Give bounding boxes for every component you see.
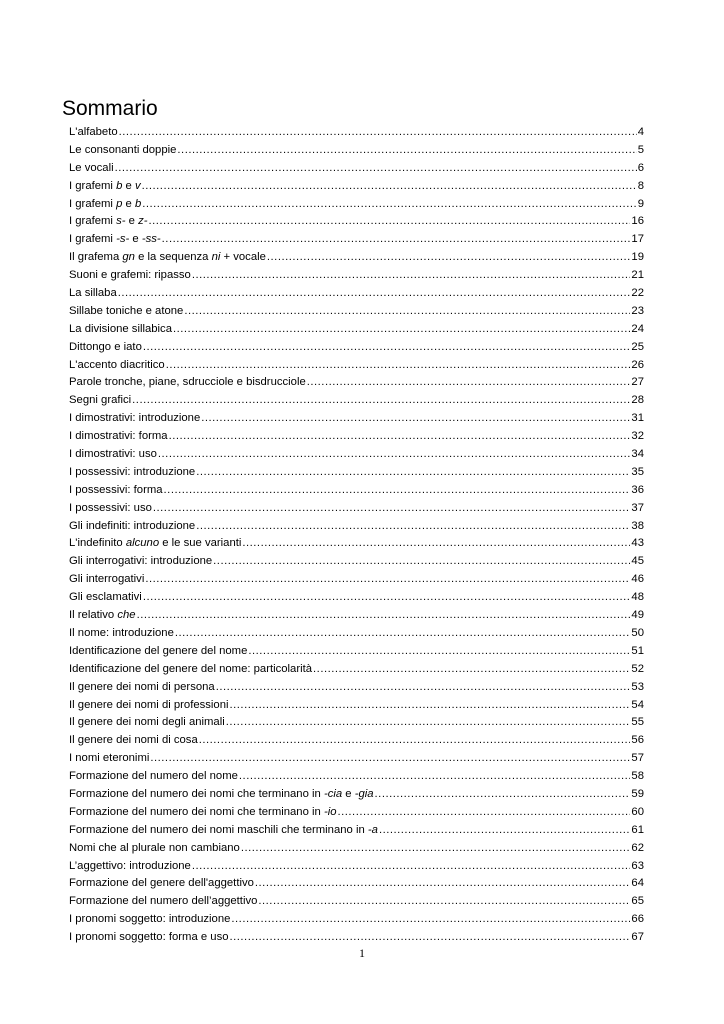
- toc-entry-title: [69, 285, 117, 303]
- toc-entry-title-text: Formazione del numero dei nomi che terminano in: [69, 787, 324, 800]
- toc-entry[interactable]: [69, 482, 644, 500]
- toc-entry-title-text: Il genere dei nomi di professioni: [69, 698, 229, 711]
- toc-dot-leader: [132, 392, 630, 410]
- toc-entry-title-text: La divisione sillabica: [69, 322, 172, 335]
- toc-entry-title: [69, 875, 254, 893]
- toc-entry[interactable]: [69, 840, 644, 858]
- page-number: 1: [359, 946, 365, 960]
- toc-entry[interactable]: [69, 625, 644, 643]
- toc-entry[interactable]: [69, 428, 644, 446]
- toc-entry-title: [69, 321, 172, 339]
- toc-entry-title: [69, 231, 161, 249]
- toc-entry-title: [69, 893, 257, 911]
- toc-entry[interactable]: [69, 768, 644, 786]
- toc-dot-leader: [258, 893, 630, 911]
- toc-dot-leader: [143, 589, 631, 607]
- toc-entry-title: [69, 213, 148, 231]
- toc-entry-title: [69, 124, 118, 142]
- toc-entry-title-text: Nomi che al plurale non cambiano: [69, 841, 240, 854]
- toc-entry-title: [69, 679, 215, 697]
- toc-entry[interactable]: [69, 714, 644, 732]
- toc-entry-title: [69, 822, 378, 840]
- toc-entry[interactable]: [69, 518, 644, 536]
- toc-entry[interactable]: [69, 875, 644, 893]
- toc-entry-title: [69, 464, 195, 482]
- toc-entry-title-text: I dimostrativi: introduzione: [69, 412, 201, 425]
- toc-entry-title-italic: b: [116, 179, 123, 192]
- toc-entry[interactable]: [69, 285, 644, 303]
- toc-entry-title-text: Il genere dei nomi di persona: [69, 680, 215, 693]
- toc-entry-title-text: I dimostrativi: uso: [69, 448, 157, 461]
- toc-entry-title: [69, 535, 241, 553]
- toc-entry-title-text: e: [129, 233, 142, 246]
- toc-entry[interactable]: [69, 661, 644, 679]
- toc-dot-leader: [158, 446, 631, 464]
- toc-entry-title-text: I grafemi: [69, 233, 117, 246]
- toc-entry-title: [69, 786, 374, 804]
- toc-entry-title-italic: s-: [116, 215, 126, 228]
- toc-entry-title: [69, 500, 152, 518]
- toc-entry-title: [69, 142, 176, 160]
- toc-dot-leader: [149, 213, 631, 231]
- toc-entry-page: 9: [637, 197, 644, 210]
- toc-entry-page: 27: [631, 376, 644, 389]
- toc-entry-title-text: Suoni e grafemi: ripasso: [69, 269, 191, 282]
- toc-entry[interactable]: [69, 178, 644, 196]
- toc-entry-title-italic: -io: [323, 805, 337, 818]
- toc-entry-title-text: L'accento diacritico: [69, 358, 165, 371]
- toc-entry[interactable]: [69, 374, 644, 392]
- toc-entry-page: 56: [631, 734, 644, 747]
- toc-entry-page: 62: [631, 841, 644, 854]
- toc-entry-title-text: Il genere dei nomi di cosa: [69, 734, 198, 747]
- toc-dot-leader: [213, 553, 630, 571]
- toc-entry-title: [69, 571, 144, 589]
- toc-entry-title-text: Identificazione del genere del nome: [69, 644, 248, 657]
- toc-entry-title-text: L'indefinito: [69, 537, 126, 550]
- toc-dot-leader: [177, 142, 636, 160]
- toc-dot-leader: [379, 822, 630, 840]
- toc-entry-page: 64: [631, 877, 644, 890]
- toc-entry[interactable]: [69, 410, 644, 428]
- toc-entry-page: 35: [631, 465, 644, 478]
- toc-entry[interactable]: [69, 160, 644, 178]
- toc-entry-title-italic: -a: [367, 823, 378, 836]
- toc-entry-title: [69, 446, 157, 464]
- toc-dot-leader: [196, 518, 630, 536]
- toc-entry-title-text: e: [122, 179, 135, 192]
- toc-dot-leader: [192, 858, 631, 876]
- toc-entry[interactable]: [69, 535, 644, 553]
- toc-dot-leader: [142, 196, 636, 214]
- toc-entry[interactable]: [69, 804, 644, 822]
- toc-entry-title: [69, 482, 163, 500]
- toc-entry-title: [69, 303, 183, 321]
- toc-dot-leader: [162, 231, 631, 249]
- toc-entry-title-text: Il nome: introduzione: [69, 626, 174, 639]
- toc-entry-page: 46: [631, 573, 644, 586]
- toc-entry[interactable]: [69, 321, 644, 339]
- toc-entry-page: 57: [631, 752, 644, 765]
- toc-entry-title: [69, 518, 195, 536]
- toc-dot-leader: [248, 643, 630, 661]
- toc-entry-page: 25: [631, 340, 644, 353]
- toc-entry-title: [69, 732, 198, 750]
- toc-dot-leader: [375, 786, 631, 804]
- toc-entry[interactable]: [69, 553, 644, 571]
- toc-entry-title-italic: -cia: [323, 787, 343, 800]
- toc-dot-leader: [239, 768, 631, 786]
- toc-entry-page: 65: [631, 895, 644, 908]
- toc-entry[interactable]: [69, 231, 644, 249]
- toc-entry[interactable]: [69, 213, 644, 231]
- toc-entry-title-text: I grafemi: [69, 179, 117, 192]
- toc-dot-leader: [338, 804, 631, 822]
- toc-entry-title: [69, 160, 114, 178]
- toc-entry-title-italic: p: [116, 197, 123, 210]
- toc-entry[interactable]: [69, 464, 644, 482]
- toc-entry-page: 22: [631, 287, 644, 300]
- toc-dot-leader: [199, 732, 631, 750]
- toc-entry-page: 45: [631, 555, 644, 568]
- toc-entry[interactable]: [69, 500, 644, 518]
- toc-entry-title-text: Sillabe toniche e atone: [69, 304, 184, 317]
- toc-entry-title: [69, 714, 225, 732]
- toc-entry-title-text: e la sequenza: [134, 251, 212, 264]
- toc-entry-title: [69, 249, 266, 267]
- toc-entry-title: [69, 768, 238, 786]
- toc-entry-title-text: e le sue varianti: [159, 537, 242, 550]
- toc-entry-title: [69, 607, 136, 625]
- toc-dot-leader: [184, 303, 630, 321]
- toc-entry-title: [69, 589, 142, 607]
- toc-entry[interactable]: [69, 196, 644, 214]
- toc-dot-leader: [201, 410, 630, 428]
- toc-entry-title-text: + vocale: [220, 251, 266, 264]
- toc-entry-title-italic: -gia: [354, 787, 374, 800]
- toc-dot-leader: [196, 464, 630, 482]
- toc-entry-title: [69, 804, 337, 822]
- toc-entry[interactable]: [69, 679, 644, 697]
- toc-entry-title: [69, 374, 306, 392]
- toc-entry-title: [69, 392, 131, 410]
- toc-entry-title-text: Gli interrogativi: [69, 573, 145, 586]
- toc-dot-leader: [143, 339, 631, 357]
- toc-entry-page: 49: [631, 609, 644, 622]
- toc-entry-page: 50: [631, 626, 644, 639]
- toc-entry-page: 31: [631, 412, 644, 425]
- toc-dot-leader: [307, 374, 631, 392]
- toc-entry-page: 38: [631, 519, 644, 532]
- toc-entry-title-text: e: [122, 197, 135, 210]
- toc-entry-page: 60: [631, 805, 644, 818]
- toc-entry-title-italic: -ss-: [141, 233, 161, 246]
- toc-entry-title-italic: che: [117, 609, 136, 622]
- toc-entry-title-italic: alcuno: [125, 537, 160, 550]
- toc-entry-title-italic: ni: [211, 251, 221, 264]
- toc-entry-page: 5: [637, 143, 644, 156]
- toc-entry-page: 48: [631, 591, 644, 604]
- toc-dot-leader: [145, 571, 630, 589]
- toc-entry[interactable]: [69, 589, 644, 607]
- toc-entry[interactable]: [69, 858, 644, 876]
- toc-entry-page: 16: [631, 215, 644, 228]
- toc-entry-title-text: Gli indefiniti: introduzione: [69, 519, 196, 532]
- toc-entry[interactable]: [69, 571, 644, 589]
- toc-entry-page: 55: [631, 716, 644, 729]
- toc-entry-title-text: Parole tronche, piane, sdrucciole e bisdrucciole: [69, 376, 306, 389]
- toc-entry-title: [69, 929, 229, 947]
- toc-entry-title-text: I grafemi: [69, 197, 117, 210]
- toc-dot-leader: [137, 607, 631, 625]
- toc-dot-leader: [230, 929, 631, 947]
- toc-entry-title-text: Formazione del numero del nome: [69, 770, 238, 783]
- toc-entry[interactable]: [69, 643, 644, 661]
- toc-entry[interactable]: [69, 267, 644, 285]
- toc-entry-title-italic: gn: [122, 251, 135, 264]
- toc-entry[interactable]: [69, 249, 644, 267]
- toc-entry[interactable]: [69, 786, 644, 804]
- toc-entry-title-italic: z-: [138, 215, 148, 228]
- toc-dot-leader: [142, 178, 637, 196]
- toc-dot-leader: [169, 428, 631, 446]
- toc-entry[interactable]: [69, 893, 644, 911]
- toc-entry-page: 4: [637, 126, 644, 138]
- toc-entry-page: 52: [631, 662, 644, 675]
- toc-entry-title: [69, 911, 230, 929]
- toc-entry-title-text: I possessivi: uso: [69, 501, 152, 514]
- toc-entry-page: 43: [631, 537, 644, 550]
- toc-entry-title: [69, 643, 247, 661]
- toc-entry-title-text: Formazione del genere dell'aggettivo: [69, 877, 254, 890]
- toc-entry-title-text: I dimostrativi: forma: [69, 430, 168, 443]
- toc-entry-title-text: Il genere dei nomi degli animali: [69, 716, 225, 729]
- toc-dot-leader: [153, 500, 631, 518]
- toc-entry-page: 8: [637, 179, 644, 192]
- toc-entry-title-italic: -s-: [116, 233, 130, 246]
- toc-entry-title: [69, 553, 212, 571]
- toc-entry[interactable]: [69, 732, 644, 750]
- toc-dot-leader: [164, 482, 631, 500]
- toc-dot-leader: [150, 750, 630, 768]
- toc-entry-title: [69, 858, 191, 876]
- toc-dot-leader: [175, 625, 631, 643]
- toc-entry-page: 17: [631, 233, 644, 246]
- toc-dot-leader: [173, 321, 630, 339]
- toc-entry-title: [69, 410, 200, 428]
- toc-entry-title: [69, 178, 141, 196]
- toc-entry[interactable]: [69, 357, 644, 375]
- toc-entry-title: [69, 339, 142, 357]
- toc-entry-page: 21: [631, 269, 644, 282]
- toc-entry-title-text: I possessivi: forma: [69, 483, 163, 496]
- page-title: Sommario: [62, 97, 158, 120]
- toc-entry[interactable]: [69, 392, 644, 410]
- toc-entry-title: [69, 357, 165, 375]
- toc-entry-title: [69, 625, 174, 643]
- toc-entry-page: 53: [631, 680, 644, 693]
- toc-dot-leader: [313, 661, 630, 679]
- toc-entry-page: 28: [631, 394, 644, 407]
- toc-entry-title-italic: v: [134, 179, 141, 192]
- toc-dot-leader: [242, 535, 630, 553]
- toc-dot-leader: [226, 714, 631, 732]
- toc-entry-title-text: e: [125, 215, 139, 228]
- toc-entry-title-text: Gli interrogativi: introduzione: [69, 555, 213, 568]
- toc-entry-title-text: e: [342, 787, 355, 800]
- toc-entry-title-text: I pronomi soggetto: forma e uso: [69, 931, 229, 944]
- toc-entry-page: 19: [631, 251, 644, 264]
- toc-entry-title-text: I possessivi: introduzione: [69, 465, 196, 478]
- toc-entry-title-text: La sillaba: [69, 287, 117, 300]
- toc-entry[interactable]: [69, 822, 644, 840]
- toc-dot-leader: [231, 911, 630, 929]
- toc-entry-title: [69, 196, 141, 214]
- toc-entry-title-text: Il relativo: [69, 609, 118, 622]
- toc-entry-page: 54: [631, 698, 644, 711]
- toc-entry-title: [69, 840, 240, 858]
- toc-entry-page: 37: [631, 501, 644, 514]
- toc-dot-leader: [241, 840, 631, 858]
- toc-entry-title-text: L'alfabeto: [69, 126, 118, 138]
- toc-entry-page: 34: [631, 448, 644, 461]
- toc-entry[interactable]: [69, 142, 644, 160]
- table-of-contents: [69, 124, 644, 947]
- toc-entry-page: 66: [631, 913, 644, 926]
- toc-entry[interactable]: [69, 697, 644, 715]
- toc-entry-page: 6: [637, 161, 644, 174]
- toc-entry[interactable]: [69, 339, 644, 357]
- toc-entry[interactable]: [69, 911, 644, 929]
- toc-entry[interactable]: [69, 446, 644, 464]
- toc-entry-page: 32: [631, 430, 644, 443]
- toc-entry-page: 61: [631, 823, 644, 836]
- toc-entry[interactable]: [69, 124, 644, 142]
- toc-entry-title-text: L’aggettivo: introduzione: [69, 859, 191, 872]
- toc-entry-title-text: Formazione del numero dei nomi maschili che terminano in: [69, 823, 368, 836]
- toc-entry-page: 63: [631, 859, 644, 872]
- toc-dot-leader: [230, 697, 631, 715]
- toc-entry[interactable]: [69, 303, 644, 321]
- toc-entry-title-text: Identificazione del genere del nome: particolarità: [69, 662, 313, 675]
- toc-entry-page: 36: [631, 483, 644, 496]
- toc-entry-title-text: Formazione del numero dell’aggettivo: [69, 895, 258, 908]
- toc-dot-leader: [267, 249, 631, 267]
- toc-entry-page: 59: [631, 787, 644, 800]
- toc-entry-title: [69, 267, 191, 285]
- toc-dot-leader: [119, 124, 637, 142]
- toc-dot-leader: [166, 357, 631, 375]
- toc-entry-title: [69, 697, 229, 715]
- toc-entry-title-text: I grafemi: [69, 215, 117, 228]
- toc-entry-title-text: Dittongo e iato: [69, 340, 142, 353]
- toc-dot-leader: [118, 285, 631, 303]
- toc-entry-title-italic: b: [134, 197, 142, 210]
- toc-dot-leader: [255, 875, 631, 893]
- toc-entry-title-text: I pronomi soggetto: introduzione: [69, 913, 231, 926]
- toc-entry-page: 23: [631, 304, 644, 317]
- toc-entry[interactable]: [69, 750, 644, 768]
- toc-entry-title-text: Il grafema: [69, 251, 123, 264]
- toc-entry-page: 51: [631, 644, 644, 657]
- toc-entry-page: 58: [631, 770, 644, 783]
- toc-dot-leader: [115, 160, 637, 178]
- toc-dot-leader: [192, 267, 631, 285]
- toc-entry-title: [69, 428, 168, 446]
- toc-entry-page: 26: [631, 358, 644, 371]
- toc-entry-title-text: Segni grafici: [69, 394, 132, 407]
- toc-entry-title-text: Gli esclamativi: [69, 591, 142, 604]
- toc-entry[interactable]: [69, 929, 644, 947]
- toc-entry[interactable]: [69, 607, 644, 625]
- toc-entry-page: 67: [631, 931, 644, 944]
- toc-entry-title-text: Le vocali: [69, 161, 114, 174]
- toc-entry-title-text: I nomi eteronimi: [69, 752, 150, 765]
- toc-dot-leader: [216, 679, 631, 697]
- toc-entry-title-text: Le consonanti doppie: [69, 143, 177, 156]
- toc-entry-page: 24: [631, 322, 644, 335]
- toc-entry-title: [69, 661, 312, 679]
- toc-entry-title: [69, 750, 149, 768]
- toc-entry-title-text: Formazione del numero dei nomi che terminano in: [69, 805, 324, 818]
